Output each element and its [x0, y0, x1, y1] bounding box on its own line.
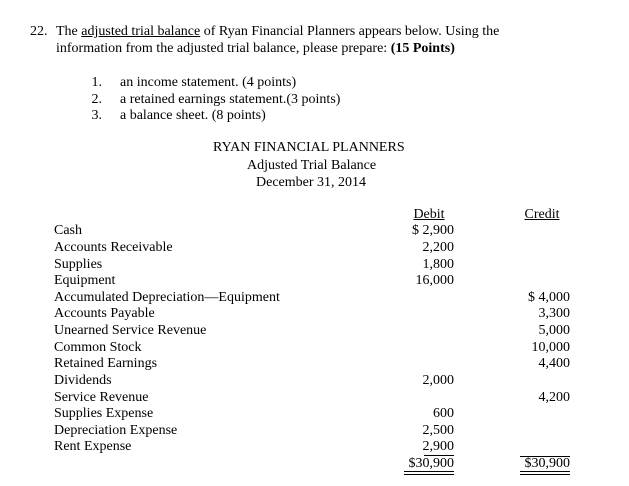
question-line-2-pre: information from the adjusted trial balance, please prepare:	[56, 41, 391, 56]
debit-amount: 2,500	[422, 423, 454, 438]
credit-total-double-rule	[520, 471, 570, 475]
credit-amount: 5,000	[538, 323, 570, 338]
task-text: a retained earnings statement.(3 points)	[120, 92, 341, 107]
account-name: Rent Expense	[54, 439, 132, 454]
question-points: (15 Points)	[390, 41, 455, 56]
account-name: Supplies Expense	[54, 406, 154, 421]
adjusted-trial-balance-link: adjusted trial balance	[81, 24, 201, 39]
debit-amount: 600	[433, 406, 454, 421]
debit-amount: 16,000	[415, 273, 454, 288]
account-name: Accounts Receivable	[54, 240, 173, 255]
question-line-1	[56, 24, 499, 40]
credit-amount: 4,400	[538, 356, 570, 371]
task-number: 2.	[91, 92, 102, 107]
credit-amount: 10,000	[531, 340, 570, 355]
account-name: Cash	[54, 223, 82, 238]
question-line-1-pre: The	[56, 24, 82, 39]
debit-amount: 2,900	[422, 439, 454, 454]
account-name: Retained Earnings	[54, 356, 158, 371]
debit-column-header: Debit	[413, 207, 445, 222]
debit-total: $30,900	[408, 456, 454, 471]
account-name: Unearned Service Revenue	[54, 323, 207, 338]
debit-amount: 1,800	[422, 257, 454, 272]
account-name: Common Stock	[54, 340, 142, 355]
task-number: 1.	[91, 75, 102, 90]
task-number: 3.	[91, 108, 102, 123]
account-name: Accounts Payable	[54, 306, 155, 321]
credit-amount: 4,200	[538, 390, 570, 405]
account-name: Supplies	[54, 257, 103, 272]
task-text: an income statement. (4 points)	[120, 75, 297, 90]
credit-total: $30,900	[524, 456, 570, 471]
debit-total-double-rule	[404, 471, 454, 475]
credit-amount: $ 4,000	[528, 290, 570, 305]
question-line-2	[56, 41, 455, 57]
credit-amount: 3,300	[538, 306, 570, 321]
account-name: Equipment	[54, 273, 116, 288]
account-name: Service Revenue	[54, 390, 149, 405]
question-number: 22.	[30, 24, 48, 39]
account-name: Depreciation Expense	[54, 423, 178, 438]
question-line-1-post: of Ryan Financial Planners appears below. Using the	[200, 24, 500, 39]
company-name: RYAN FINANCIAL PLANNERS	[213, 140, 405, 155]
debit-amount: 2,000	[422, 373, 454, 388]
report-title: Adjusted Trial Balance	[247, 158, 377, 173]
account-name: Dividends	[54, 373, 112, 388]
task-text: a balance sheet. (8 points)	[120, 108, 266, 123]
debit-amount: $ 2,900	[412, 223, 454, 238]
account-name: Accumulated Depreciation—Equipment	[54, 290, 280, 305]
credit-column-header: Credit	[524, 207, 560, 222]
debit-amount: 2,200	[422, 240, 454, 255]
report-date: December 31, 2014	[256, 175, 367, 190]
